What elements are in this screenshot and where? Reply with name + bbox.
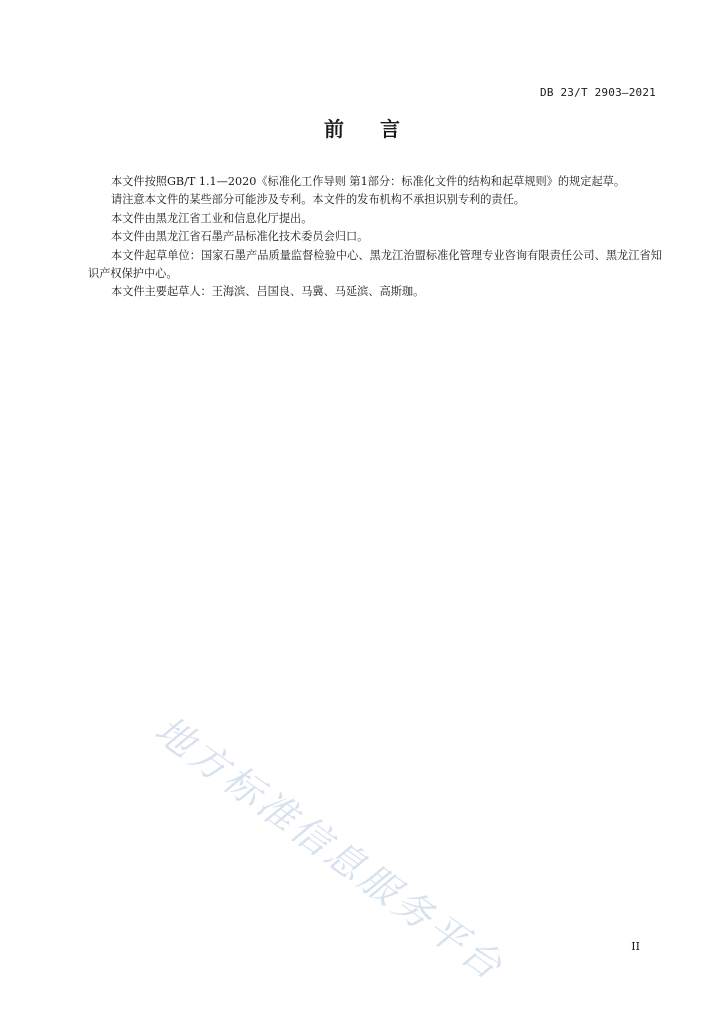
paragraph-drafters: 本文件主要起草人：王海滨、吕国良、马冀、马延滨、高斯珈。 (111, 285, 425, 299)
watermark: 地方标准信息服务平台 (146, 707, 513, 990)
paragraph-committee: 本文件由黑龙江省石墨产品标准化技术委员会归口。 (111, 230, 369, 244)
document-code: DB 23/T 2903—2021 (540, 86, 656, 99)
page-title: 前言 (324, 117, 436, 141)
paragraph-drafting-units: 本文件起草单位：国家石墨产品质量监督检验中心、黑龙江治盟标准化管理专业咨询有限责任公司、黑龙江省知识产权保护中心。 (88, 248, 662, 281)
page-number: II (631, 940, 640, 953)
foreword-body (88, 173, 662, 302)
paragraph-patent-notice: 请注意本文件的某些部分可能涉及专利。本文件的发布机构不承担识别专利的责任。 (111, 193, 525, 207)
paragraph-proposer: 本文件由黑龙江省工业和信息化厅提出。 (111, 211, 313, 225)
paragraph-drafting-basis: 本文件按照GB/T 1.1—2020《标准化工作导则 第1部分：标准化文件的结构和起草规则》的规定起草。 (111, 175, 626, 188)
